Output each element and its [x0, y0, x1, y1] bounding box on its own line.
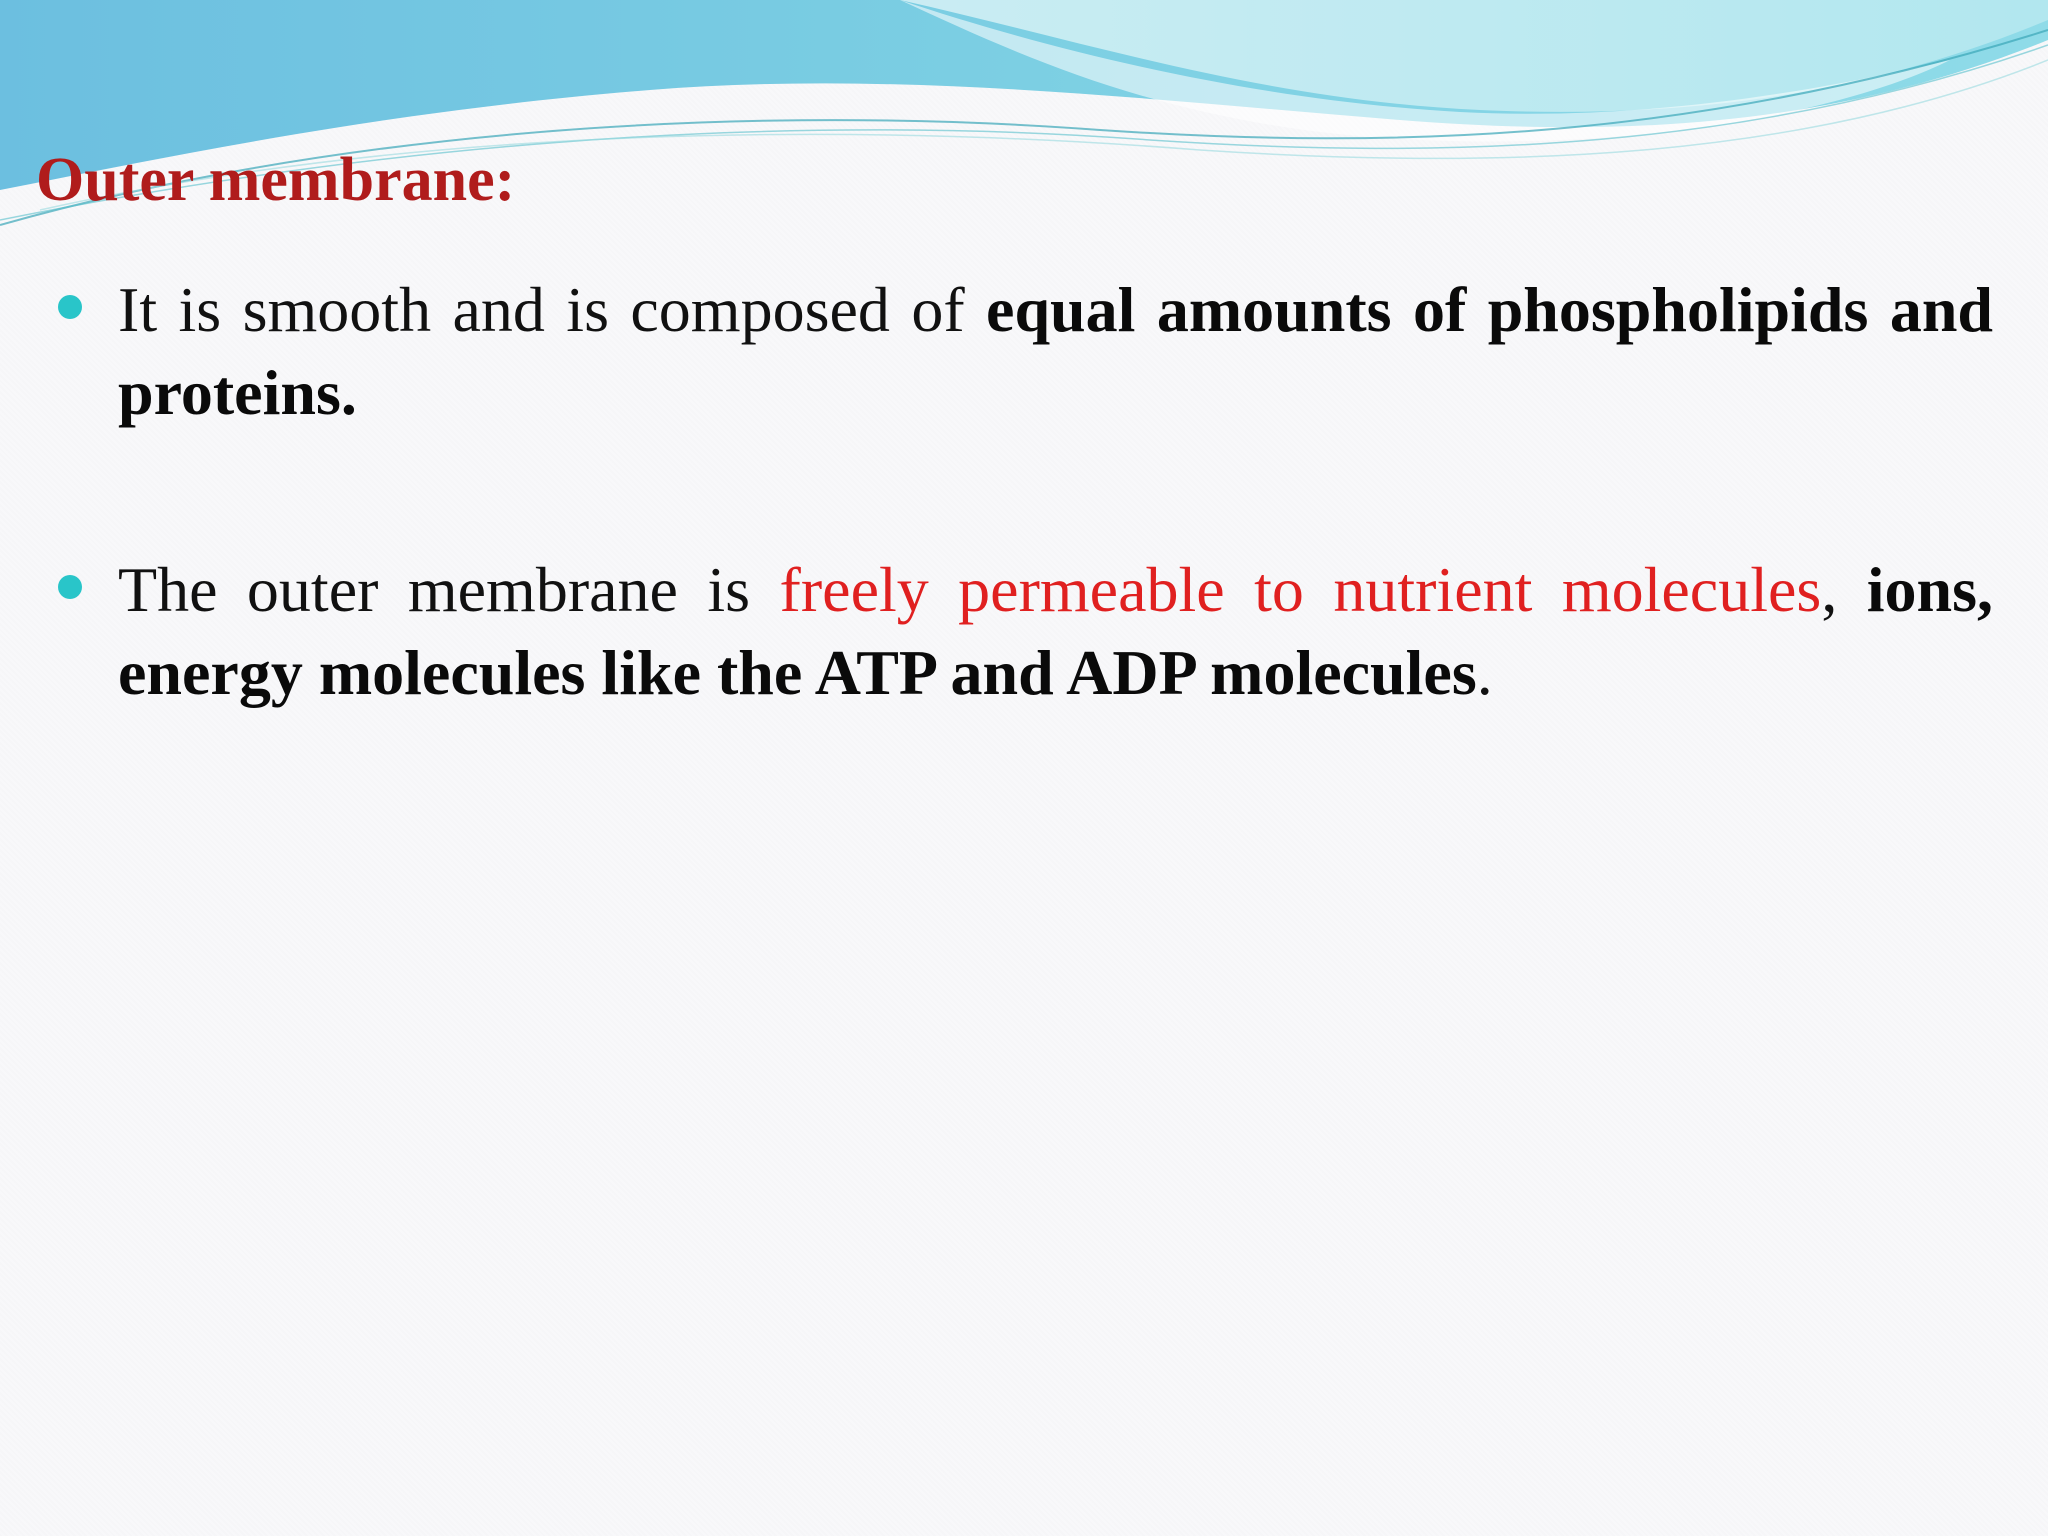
bullet-text	[118, 268, 1993, 434]
bullet-text-bold: energy molecules like the ATP and ADP molecules	[118, 637, 1477, 708]
bullet-dot-icon	[58, 575, 82, 599]
bullet-dot-icon	[58, 295, 82, 319]
bullet-text-highlight: freely permeable to nutrient molecules	[779, 554, 1822, 625]
bullet-text-segment: The outer membrane is	[118, 554, 780, 625]
bullet-text-segment: It is smooth and is composed of	[118, 274, 987, 345]
bullet-text-bold: equal amounts of phospholipids and proteins.	[118, 274, 1994, 428]
bullet-text-bold: ,	[1977, 554, 1994, 625]
slide-title: Outer membrane:	[36, 146, 516, 214]
bullet-text	[118, 548, 1993, 714]
bullet-text-segment: ,	[1821, 554, 1867, 625]
bullet-text-bold: ions	[1866, 554, 1978, 625]
bullet-text-segment: .	[1476, 637, 1493, 708]
